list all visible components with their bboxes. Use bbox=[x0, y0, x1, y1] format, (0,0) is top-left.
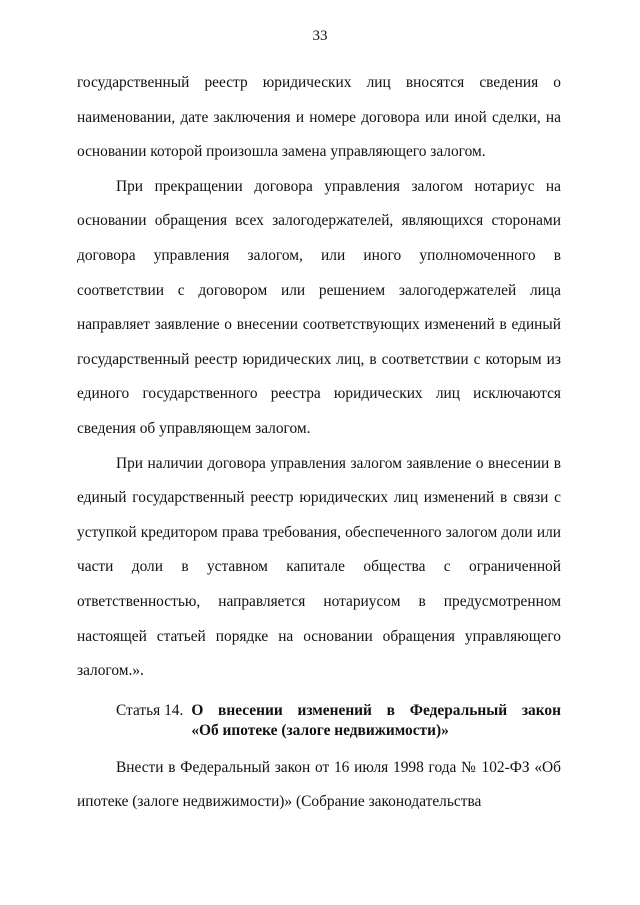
paragraph-amend-law: Внести в Федеральный закон от 16 июля 1998 года № 102-ФЗ «Об ипотеке (залоге недвижимости)» (Собрание законодательства bbox=[77, 758, 561, 811]
article-label: Статья 14. bbox=[116, 701, 184, 719]
paragraph-termination: При прекращении договора управления залогом нотариус на основании обращения всех залогодержателей, являющихся сторонами договора управления залогом, или иного уполномоченного в соответствии с договором или решением залогодержателей лица направляет заявление о внесении соответствующих изменений в единый государственный реестр юридических лиц, в соответствии с которым из единого государственного реестра юридических лиц исключаются сведения об управляющем залогом. bbox=[77, 177, 561, 437]
page-number: 33 bbox=[312, 28, 328, 44]
paragraph-assignment: При наличии договора управления залогом заявление о внесении в единый государственный реестр юридических лиц изменений в связи с уступкой кредитором права требования, обеспеченного залогом доли или части доли в уставном капитале общества с ограниченной ответственностью, направляется нотариусом в предусмотренном настоящей статьей порядке на основании обращения управляющего залогом.». bbox=[77, 454, 561, 680]
article-title bbox=[183, 701, 561, 741]
article-title-line-2: «Об ипотеке (залоге недвижимости)» bbox=[191, 721, 449, 739]
paragraph-registry-changes: государственный реестр юридических лиц вносятся сведения о наименовании, дате заключения и номере договора или иной сделки, на основании которой произошла замена управляющего залогом. bbox=[77, 74, 561, 161]
article-heading bbox=[77, 701, 561, 741]
article-title-line-1: О внесении изменений в Федеральный закон bbox=[191, 701, 561, 719]
document-body bbox=[77, 66, 561, 820]
